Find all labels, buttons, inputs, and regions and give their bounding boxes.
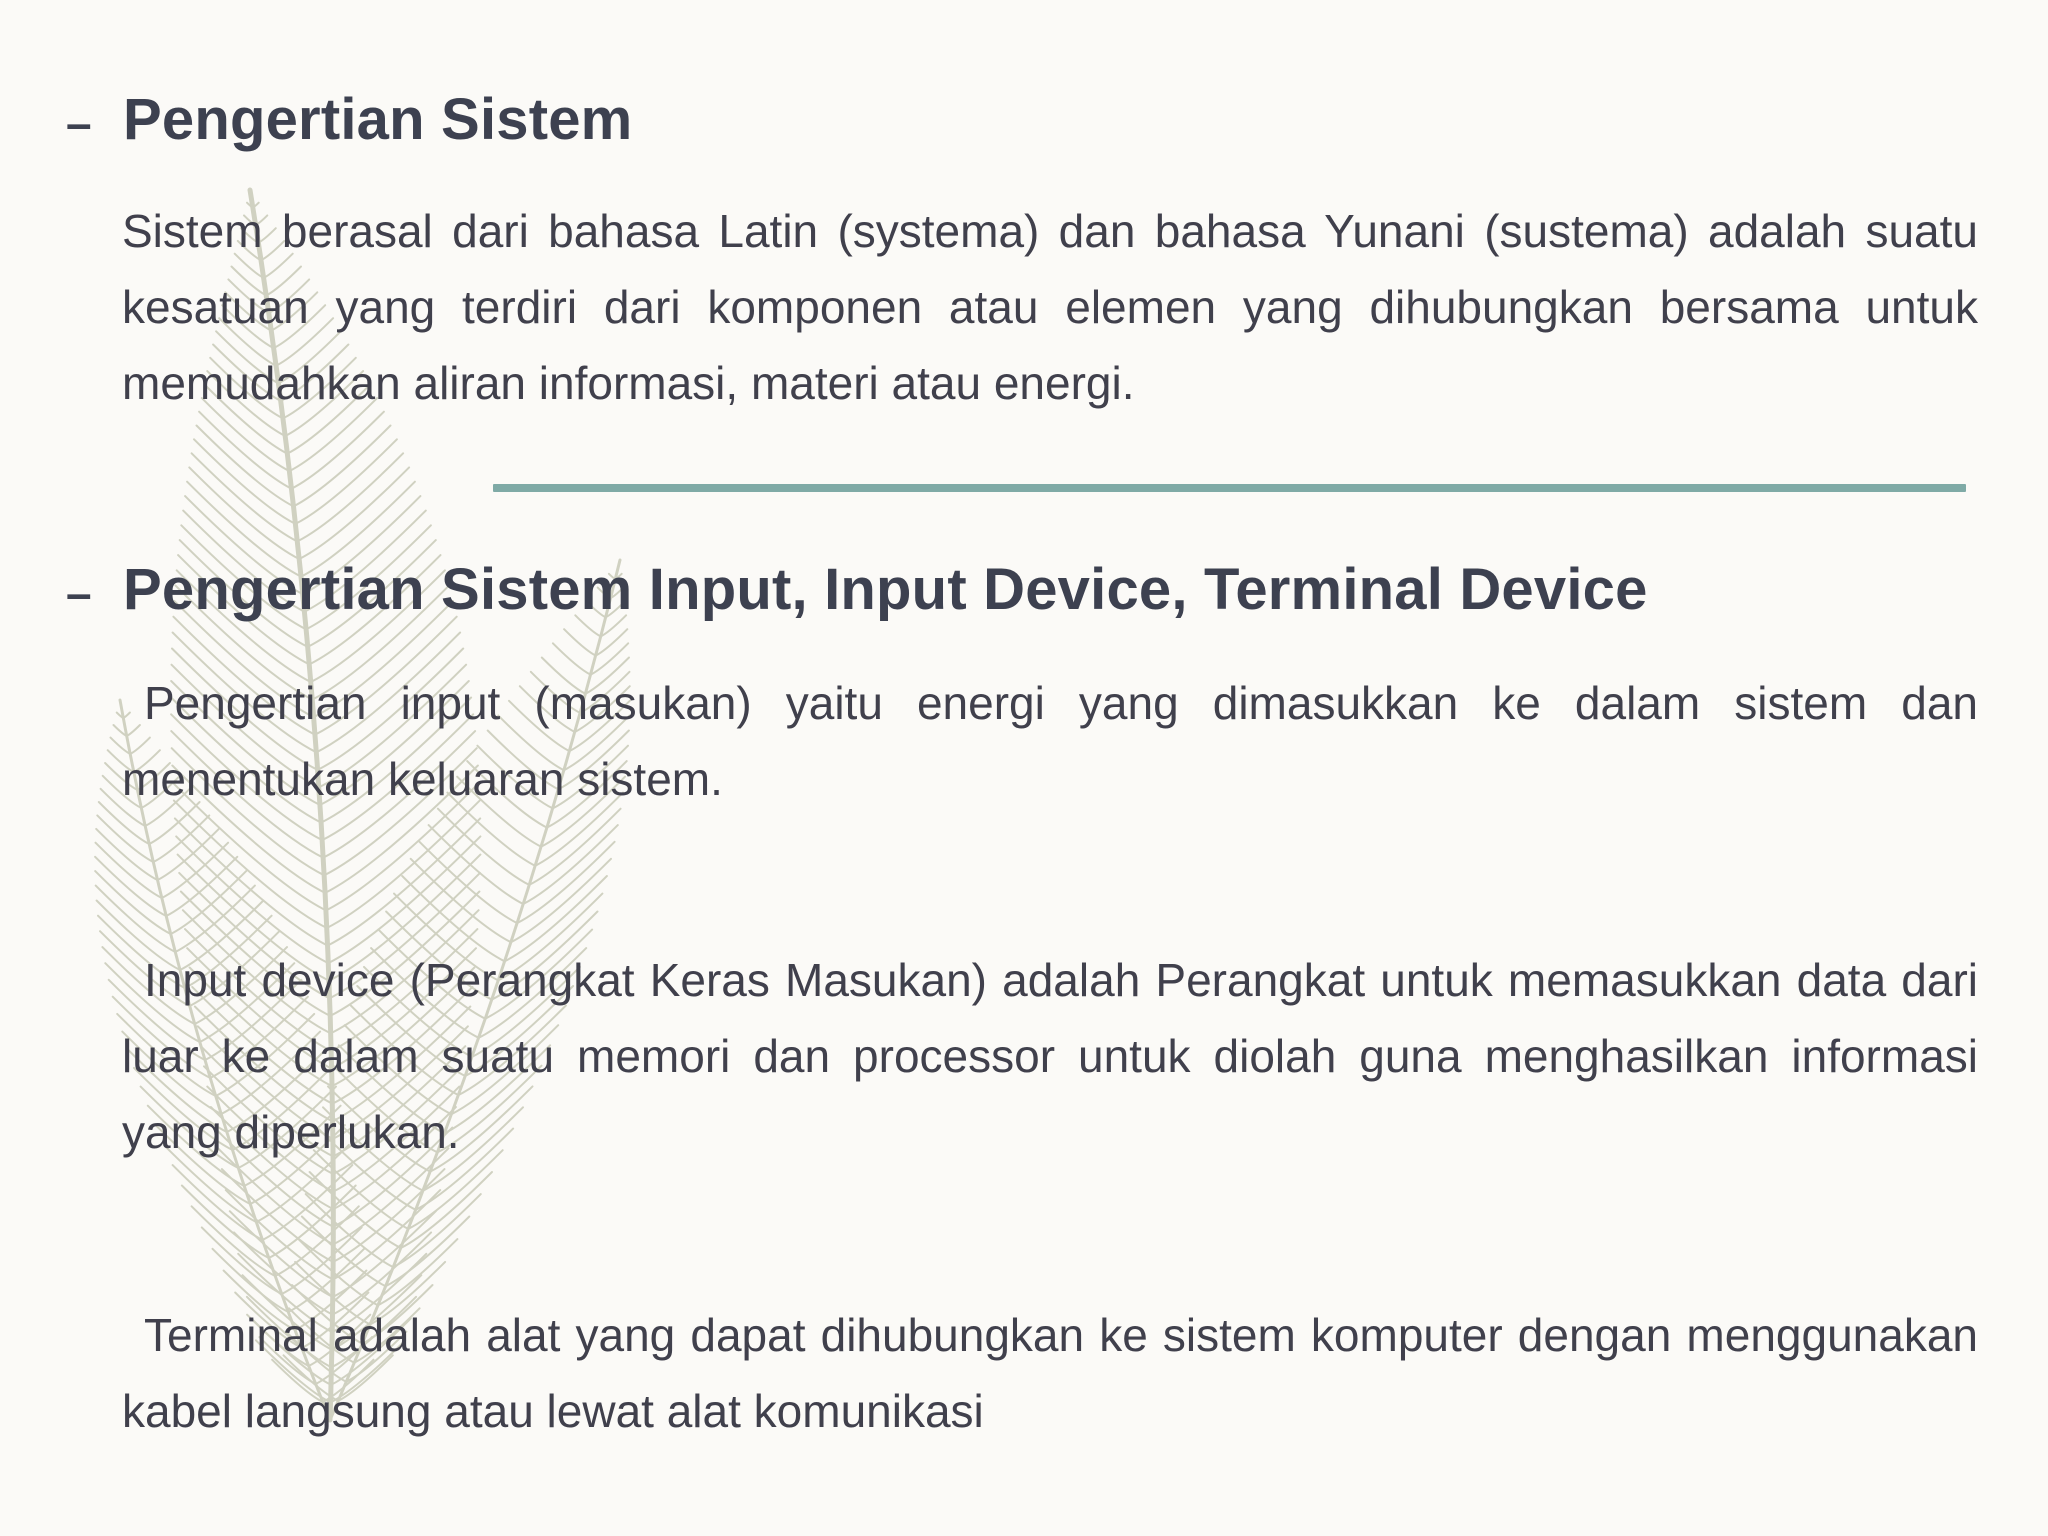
divider-line	[493, 484, 1966, 492]
dash-bullet: –	[66, 567, 92, 619]
paragraph-terminal: Terminal adalah alat yang dapat dihubungkan ke sistem komputer dengan menggunakan kabel langsung atau lewat alat komunikasi	[122, 1309, 1978, 1437]
paragraph-pengertian-input: Pengertian input (masukan) yaitu energi yang dimasukkan ke dalam sistem dan menentukan keluaran sistem.	[122, 677, 1978, 805]
section-heading-sistem	[66, 86, 632, 153]
paragraph-definisi-sistem: Sistem berasal dari bahasa Latin (systema) dan bahasa Yunani (sustema) adalah suatu kesatuan yang terdiri dari komponen atau elemen yang dihubungkan bersama untuk memudahkan aliran informasi, materi atau energi.	[122, 205, 1978, 409]
dash-bullet: –	[66, 97, 92, 149]
section-heading-input	[66, 556, 1648, 623]
heading-pengertian-sistem: Pengertian Sistem	[123, 87, 633, 152]
heading-pengertian-sistem-input: Pengertian Sistem Input, Input Device, Terminal Device	[123, 557, 1648, 622]
paragraph-input-device: Input device (Perangkat Keras Masukan) adalah Perangkat untuk memasukkan data dari luar ke dalam suatu memori dan processor untuk diolah guna menghasilkan informasi yang diperlukan.	[122, 954, 1978, 1158]
